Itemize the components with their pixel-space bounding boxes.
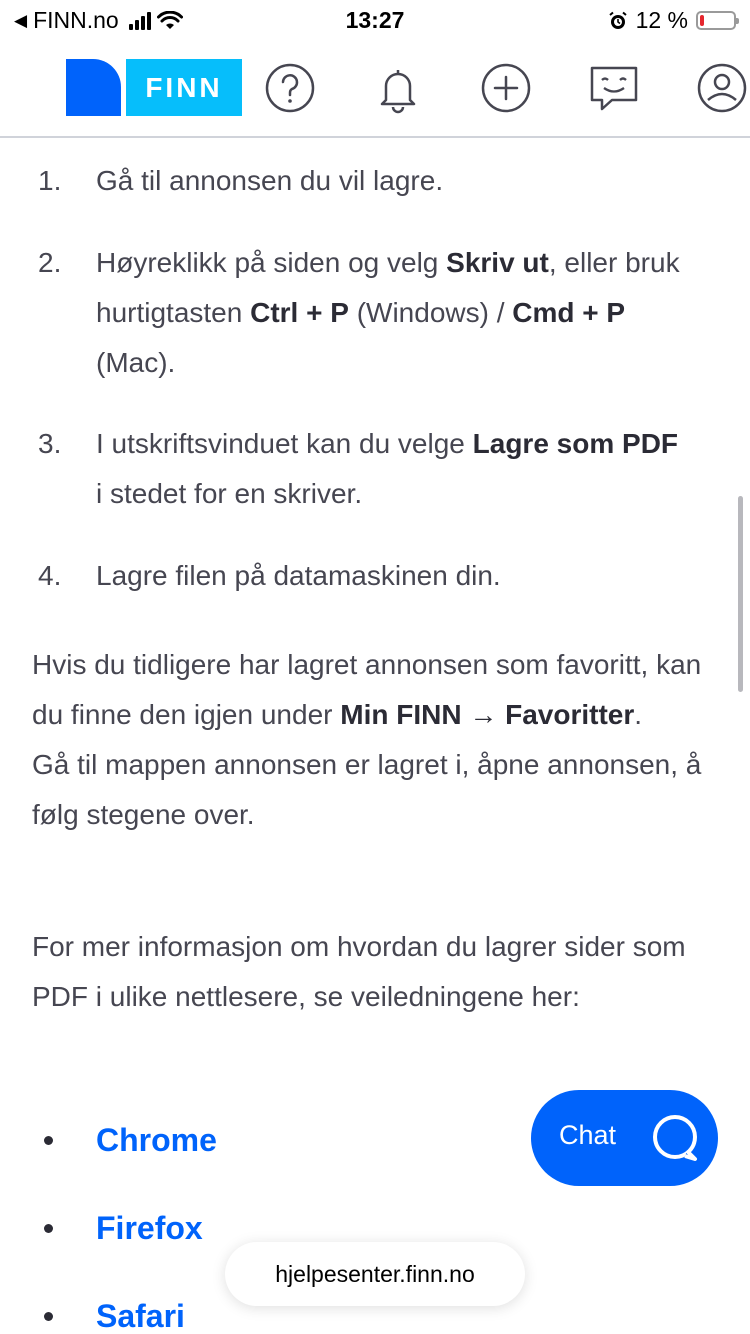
favorites-instructions: Gå til mappen annonsen er lagret i, åpne annonsen, å følg stegene over. xyxy=(32,749,702,830)
firefox-guide-link[interactable]: Firefox xyxy=(96,1210,203,1246)
alarm-icon xyxy=(608,11,628,31)
safari-guide-link[interactable]: Safari xyxy=(96,1298,185,1334)
chrome-guide-link[interactable]: Chrome xyxy=(96,1122,217,1158)
status-bar xyxy=(0,0,750,42)
battery-level-fill xyxy=(700,15,704,26)
scrollbar[interactable] xyxy=(738,496,743,692)
step-text: I utskriftsvinduet kan du velge Lagre som PDF i stedet for en skriver. xyxy=(96,428,679,509)
bullet-dot xyxy=(44,1312,53,1321)
messages-icon[interactable] xyxy=(588,62,640,114)
site-header xyxy=(0,42,750,138)
chat-label: Chat xyxy=(559,1120,617,1150)
logo-wordmark: FINN xyxy=(126,59,242,116)
battery-icon xyxy=(696,11,736,30)
step-text: Gå til annonsen du vil lagre. xyxy=(96,165,444,196)
logo-blue-shape xyxy=(66,59,121,116)
clock: 13:27 xyxy=(345,7,405,33)
step-text: Høyreklikk på siden og velg Skriv ut, eller bruk hurtigtasten Ctrl + P (Windows) / Cmd + P (Mac). xyxy=(96,247,680,378)
step-number: 4. xyxy=(38,560,62,591)
favorites-paragraph xyxy=(32,640,702,840)
bold-term: Cmd + P xyxy=(512,297,626,328)
back-app-label[interactable]: FINN.no xyxy=(33,7,119,33)
step-number: 3. xyxy=(38,428,62,459)
list-item xyxy=(0,1115,400,1165)
bold-term: Ctrl + P xyxy=(250,297,349,328)
help-icon[interactable] xyxy=(264,62,316,114)
profile-icon[interactable] xyxy=(696,62,748,114)
bullet-dot xyxy=(44,1224,53,1233)
new-ad-plus-icon[interactable] xyxy=(480,62,532,114)
bold-term: Min FINN → Favoritter xyxy=(340,699,635,730)
back-arrow-icon[interactable]: ◀ xyxy=(14,10,28,30)
chat-button[interactable] xyxy=(531,1090,718,1186)
address-bar[interactable]: hjelpesenter.finn.no xyxy=(225,1242,525,1306)
bold-term: Skriv ut xyxy=(446,247,549,278)
bold-term: Lagre som PDF xyxy=(472,428,679,459)
step-text: Lagre filen på datamaskinen din. xyxy=(96,560,501,591)
step-number: 1. xyxy=(38,165,62,196)
bullet-dot xyxy=(44,1136,53,1145)
info-paragraph: For mer informasjon om hvordan du lagrer sider som PDF i ulike nettlesere, se veiledningene her: xyxy=(32,931,686,1012)
notifications-bell-icon[interactable] xyxy=(372,62,424,114)
battery-percent: 12 % xyxy=(635,7,688,33)
favorites-text: Hvis du tidligere har lagret annonsen som favoritt, kan du finne den igjen under Min FINN → Favoritter. xyxy=(32,649,702,730)
step-number: 2. xyxy=(38,247,62,278)
finn-logo[interactable] xyxy=(66,59,242,116)
chat-bubble-icon xyxy=(649,1112,701,1164)
